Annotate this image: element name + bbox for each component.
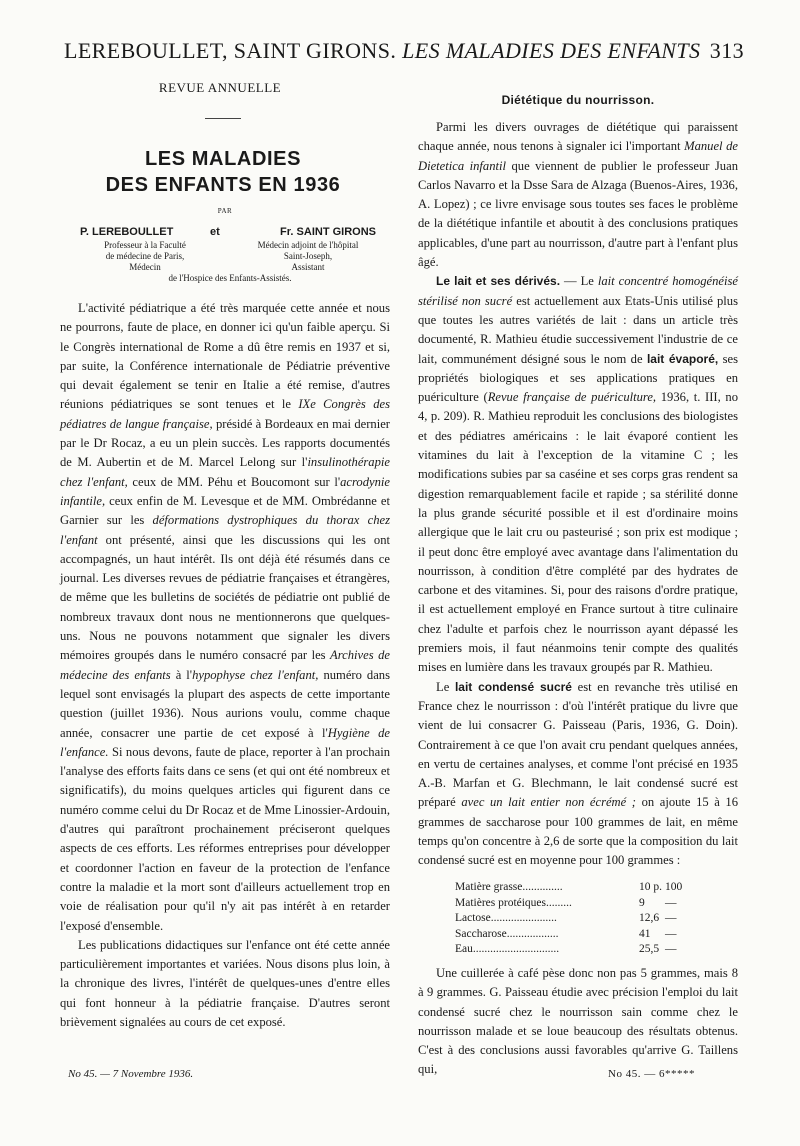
par-label: PAR	[217, 207, 233, 215]
table-row: Matières protéiques......... 9 —	[455, 896, 677, 909]
affiliation-line: Médecin	[129, 262, 161, 272]
footer-right: No 45. — 6*****	[608, 1068, 695, 1080]
affiliation-shared: de l'Hospice des Enfants-Assistés.	[168, 273, 292, 283]
affiliation-line: Saint-Joseph,	[283, 251, 333, 261]
table-row: Eau.............................. 25,5 —	[455, 943, 677, 955]
keyword: lait évaporé,	[646, 351, 719, 366]
paragraph: L'activité pédiatrique a été très marquée cette année et nous ne pourrons, faute de place, en donner ici qu'un faible aperçu. Si le Congrès international de Rome a dû être remis en 1937 et si, par suite, la Conférence internationale de Pédiatrie préventive qui devait également se tenir en Italie a été remise, d'autres réunions pédiatriques se sont tenues et le IXe Congrès des pédiatres de langue française, présidé à Bordeaux en mai dernier par le Dr Rocaz, a eu un plein succès. Les rapports documentés de M. Aubertin et de M. Marcel Lelong sur l'insulinothérapie chez l'enfant, ceux de MM. Péhu et Boucomont sur l'acrodynie infantile, ceux enfin de M. Levesque et de MM. Ombrédanne et Garnier sur les déformations dystrophiques du thorax chez l'enfant ont présenté, ainsi que les discussions qui les ont accompagnés, un haut intérêt. Ils ont déjà été résumés dans ce journal. Les diverses revues de pédiatrie françaises et étrangères, de même que les bulletins de sociétés de pédiatrie ont publié de nombreux travaux dont nous ne mentionnerons que quelques-uns. Nous ne pouvons notamment que signaler les divers mémoires groupés dans le numéro consacré par les Archives de médecine des enfants à l'hypophyse chez l'enfant, numéro dans lequel sont envisagés la plupart des aspects de cette importante question (juillet 1936). Nous aurions voulu, comme chaque année, consacrer une partie de cet exposé à l'Hygiène de l'enfance. Si nous devons, faute de place, reporter à l'an prochain l'analyse des efforts faits dans ce sens (et qui ont été nombreux et significatifs), du moins quelques articles qui figurent dans ce numéro comme celui du Dr Rocaz et de Mme Linossier-Ardouin, d'autres qui paraîtront prochainement préciseront quelques aspects de ces efforts. Les réformes entreprises pour développer et coordonner l'action en faveur de la protection de l'enfance contre la maladie et la mort sont d'ailleurs actuellement trop en voie de réalisation pour qu'il n'y ait pas intérêt à en retarder l'exposé d'ensemble.	[60, 301, 390, 933]
paragraph: Le lait et ses dérivés. — Le lait concentré homogénéisé stérilisé non sucré est actuellement aux Etats-Unis utilisé plus que toutes les autres variétés de lait : dans un article très documenté, R. Mathieu étudie successivement l'industrie de ce lait, communément désigné sous le nom de lait évaporé, ses propriétés biologiques et ses applications pratiques en puériculture (Revue française de puériculture, 1936, t. III, no 4, p. 209). R. Mathieu reproduit les conclusions des biologistes et des pédiatres américains : le lait évaporé contient les vitamines du lait à l'exception de la vitamine C ; les modifications subies par sa caséine et ses corps gras rendent sa digestion remarquablement facile et rapide ; sa stérilité donne la plus grande sécurité possible et il est d'ordinaire moins allergique que le lait cru ou pasteurisé ; son prix est modique ; il peut donc être employé avec avantage dans l'alimentation du nourrisson, à condition d'être complété par des hydrates de carbone et des vitamines. Si, pour des raisons d'ordre pratique, il est actuellement employé en France surtout à titre culinaire chez l'adulte et parfois chez le nourrisson ayant dépassé les premiers mois, il faut néanmoins tenir compte des qualités mises en lumière dans les travaux groupés par R. Mathieu.	[418, 274, 739, 675]
article-title	[50, 146, 396, 198]
page-number: 313	[709, 38, 744, 63]
affiliation-line: Assistant	[291, 262, 325, 272]
right-column	[418, 118, 738, 871]
affiliation-line: de médecine de Paris,	[105, 251, 185, 261]
author-right: Fr. SAINT GIRONS	[280, 226, 376, 238]
footer-left: No 45. — 7 Novembre 1936.	[68, 1068, 194, 1080]
affiliation-line: Professeur à la Faculté	[104, 240, 186, 250]
running-header	[64, 38, 744, 72]
title-divider	[205, 118, 241, 119]
paragraph: Les publications didactiques sur l'enfance ont été cette année particulièrement importantes et variées. Nous disons plus loin, à la chronique des livres, l'intérêt de quelques-unes d'entre elles qui font honneur à la pédiatrie française. D'autres seront brièvement signalées au cours de cet exposé.	[60, 937, 390, 1029]
author-conjunction: et	[210, 226, 220, 238]
composition-table	[455, 880, 695, 958]
title-line-1: LES MALADIES	[144, 148, 302, 170]
paragraph: Parmi les divers ouvrages de diététique qui paraissent chaque année, nous tenons à signaler ici l'important Manuel de Dietetica infantil que viennent de publier le professeur Juan Carlos Navarro et la Dsse Sara de Alzaga (Buenos-Aires, 1936, A. Lopez) ; ce livre envisage sous toutes ses faces le problème de la diététique infantile et aboutit à des conclusions pratiques applicables, d'une part au nourrisson, d'autre part à l'enfant plus âgé.	[418, 120, 738, 270]
table-row: Lactose....................... 12,6 —	[455, 912, 677, 924]
keyword: lait condensé sucré	[454, 679, 572, 694]
section-heading: Diététique du nourrisson.	[501, 93, 655, 107]
left-column	[60, 299, 390, 1032]
title-line-2: DES ENFANTS EN 1936	[105, 174, 341, 196]
header-topic: LES MALADIES DES ENFANTS	[402, 38, 701, 63]
revue-label: REVUE ANNUELLE	[158, 80, 282, 95]
affiliation-right	[228, 240, 388, 273]
right-column-continued	[418, 964, 738, 1080]
author-left: P. LEREBOULLET	[80, 226, 174, 238]
paragraph: Une cuillerée à café pèse donc non pas 5 grammes, mais 8 à 9 grammes. G. Paisseau étudie avec précision l'emploi du lait condensé sucré chez le nourrisson sain comme chez le nourrisson malade et se loue beaucoup des résultats obtenus. C'est à des conclusions aussi favorables qu'arrive G. Taillens qui,	[418, 966, 738, 1077]
header-authors: LEREBOULLET, SAINT GIRONS.	[64, 38, 397, 63]
table-row: Saccharose.................. 41 —	[455, 927, 677, 940]
affiliation-line: Médecin adjoint de l'hôpital	[257, 240, 359, 250]
table-row: Matière grasse.............. 10 p. 100	[455, 881, 683, 893]
paragraph: Le lait condensé sucré est en revanche très utilisé en France chez le nourrisson : d'où l'intérêt pratique du livre que vient de lui consacrer G. Paisseau (Paris, 1936, G. Doin). Contrairement à ce que l'on avait cru pendant quelques années, en vertu de certaines analyses, et comme l'ont précisé en 1935 A.-B. Marfan et G. Blechmann, le lait condensé sucré est préparé avec un lait entier non écrémé ; on ajoute 15 à 16 grammes de saccharose pour 100 grammes de lait, en même temps qu'on concentre à 2,6 de sorte que la composition du lait condensé sucré est en moyenne pour 100 grammes :	[418, 679, 738, 868]
subsection-lead: Le lait et ses dérivés.	[436, 274, 561, 289]
affiliation-left	[70, 240, 220, 273]
